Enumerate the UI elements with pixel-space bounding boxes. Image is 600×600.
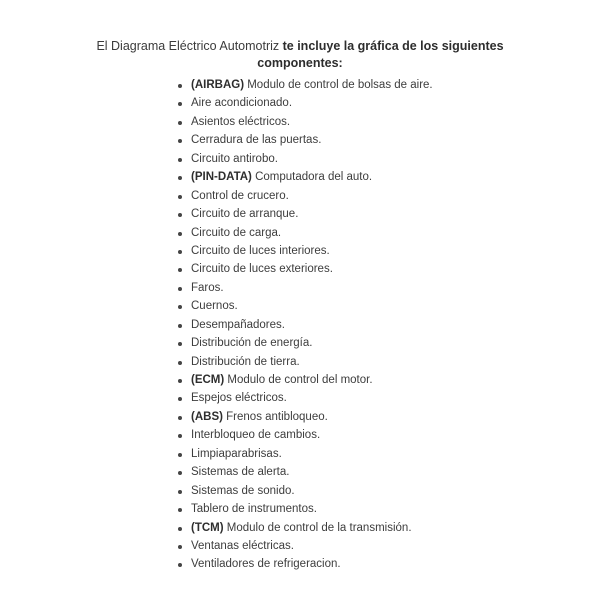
list-item-label: Distribución de tierra. xyxy=(191,355,300,368)
list-item-label: Cerradura de las puertas. xyxy=(191,134,322,147)
list-item-text xyxy=(191,205,298,223)
list-item-label: Computadora del auto. xyxy=(251,171,373,184)
list-item-label: Desempañadores. xyxy=(191,318,285,331)
list-item-label: Faros. xyxy=(191,281,224,294)
list-item-text xyxy=(191,408,328,426)
list-item-label: Control de crucero. xyxy=(191,189,289,202)
list-item-label: Modulo de control del motor. xyxy=(224,374,373,386)
list-item-label: Circuito de carga. xyxy=(191,226,282,239)
bullet-icon xyxy=(178,139,182,143)
list-item-label: Distribución de energía. xyxy=(191,337,313,350)
bullet-icon xyxy=(178,250,182,254)
bullet-icon xyxy=(178,213,182,217)
list-item-label: Espejos eléctricos. xyxy=(191,392,287,405)
bullet-icon xyxy=(178,121,182,125)
list-item-label: Aire acondicionado. xyxy=(191,97,293,110)
list-item-label: Ventiladores de refrigeracion. xyxy=(191,558,341,571)
list-item-label: Ventanas eléctricas. xyxy=(191,539,294,552)
bullet-icon xyxy=(178,268,182,272)
list-item-label: Tablero de instrumentos. xyxy=(191,503,317,516)
bullet-icon xyxy=(178,527,182,531)
bullet-icon xyxy=(178,379,182,383)
bullet-icon xyxy=(178,102,182,106)
bullet-icon xyxy=(178,158,182,162)
list-item-label: Frenos antibloqueo. xyxy=(222,410,328,423)
list-item-label: Circuito de luces interiores. xyxy=(191,244,330,257)
bullet-icon xyxy=(178,545,182,549)
list-item-code: (PIN-DATA) xyxy=(191,171,252,184)
list-item-text xyxy=(191,537,294,555)
bullet-icon xyxy=(178,563,182,567)
bullet-icon xyxy=(178,361,182,365)
list-item-text xyxy=(191,353,300,371)
bullet-icon xyxy=(178,508,182,512)
bullet-icon xyxy=(178,416,182,420)
list-item-text xyxy=(191,94,292,112)
bullet-icon xyxy=(178,232,182,236)
list-item-label: Asientos eléctricos. xyxy=(191,115,291,128)
list-item-label: Sistemas de sonido. xyxy=(191,484,295,497)
intro-bold-text-line2: componentes: xyxy=(257,56,343,70)
list-item-label: Limpiaparabrisas. xyxy=(191,447,282,460)
list-item-text xyxy=(191,150,278,168)
list-item-text xyxy=(191,279,224,297)
list-item-text xyxy=(191,187,289,205)
list-item-label: Interbloqueo de cambios. xyxy=(191,429,321,442)
bullet-icon xyxy=(178,176,182,180)
list-item-text xyxy=(191,371,373,389)
list-item-label: Circuito de luces exteriores. xyxy=(191,263,333,276)
list-item-code: (AIRBAG) xyxy=(191,79,245,91)
bullet-icon xyxy=(178,342,182,346)
intro-plain-text: El Diagrama Eléctrico Automotriz xyxy=(96,39,283,53)
list-item-label: Circuito de arranque. xyxy=(191,208,299,221)
bullet-icon xyxy=(178,195,182,199)
list-item-text xyxy=(191,500,317,518)
list-item-text xyxy=(191,168,372,186)
list-item-code: (TCM) xyxy=(191,521,224,534)
list-item-text xyxy=(191,519,412,537)
list-item-label: Circuito antirobo. xyxy=(191,152,278,165)
bullet-icon xyxy=(178,324,182,328)
bullet-icon xyxy=(178,84,182,88)
bullet-icon xyxy=(178,305,182,309)
list-item-text xyxy=(191,463,289,481)
list-item-code: (ABS) xyxy=(191,410,223,423)
list-item-text xyxy=(191,334,312,352)
bullet-icon xyxy=(178,490,182,494)
bullet-icon xyxy=(178,397,182,401)
list-item-label: Cuernos. xyxy=(191,300,238,313)
list-item-text xyxy=(191,113,290,131)
list-item-label: Sistemas de alerta. xyxy=(191,466,290,479)
list-item-text xyxy=(191,555,341,573)
list-item-text xyxy=(191,426,320,444)
list-item-text xyxy=(191,76,433,94)
list-item-text xyxy=(191,389,287,407)
bullet-icon xyxy=(178,453,182,457)
list-item-text xyxy=(191,242,330,260)
list-item-text xyxy=(191,260,333,278)
list-item-code: (ECM) xyxy=(191,374,225,386)
intro-bold-text-line1: te incluye la gráfica de los siguientes xyxy=(282,39,504,53)
intro-paragraph xyxy=(60,38,540,72)
list-item-text xyxy=(191,316,285,334)
list-item-text xyxy=(191,131,321,149)
list-item-text xyxy=(191,297,238,315)
list-item-text xyxy=(191,482,295,500)
list-item-label: Modulo de control de bolsas de aire. xyxy=(244,79,433,91)
bullet-icon xyxy=(178,434,182,438)
list-item-text xyxy=(191,445,282,463)
list-item-text xyxy=(191,224,281,242)
list-item-label: Modulo de control de la transmisión. xyxy=(223,521,412,534)
bullet-icon xyxy=(178,471,182,475)
bullet-icon xyxy=(178,287,182,291)
